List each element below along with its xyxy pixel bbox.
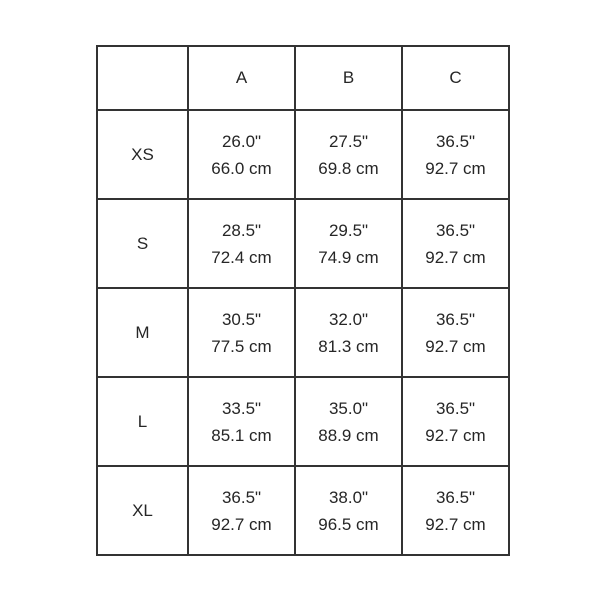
measurement-cell xyxy=(188,110,295,199)
measurement-cm: 92.7 cm xyxy=(211,514,272,534)
size-chart-container xyxy=(96,45,510,556)
size-row-xl xyxy=(97,466,509,555)
corner-cell xyxy=(97,46,188,110)
column-header-c: C xyxy=(402,46,509,110)
measurement-inches: 36.5" xyxy=(435,131,476,151)
measurement-inches: 26.0" xyxy=(221,131,262,151)
measurement-cell xyxy=(295,199,402,288)
measurement-inches: 36.5" xyxy=(221,487,262,507)
measurement-inches: 35.0" xyxy=(328,398,369,418)
row-label-xs: XS xyxy=(97,110,188,199)
measurement-inches: 27.5" xyxy=(328,131,369,151)
header-row xyxy=(97,46,509,110)
measurement-cell xyxy=(188,466,295,555)
measurement-inches: 28.5" xyxy=(221,220,262,240)
measurement-cm: 81.3 cm xyxy=(318,336,379,356)
measurement-cell xyxy=(295,288,402,377)
row-label-s: S xyxy=(97,199,188,288)
measurement-inches: 36.5" xyxy=(435,220,476,240)
measurement-cm: 92.7 cm xyxy=(425,425,486,445)
measurement-inches: 36.5" xyxy=(435,487,476,507)
measurement-cm: 88.9 cm xyxy=(318,425,379,445)
measurement-cm: 92.7 cm xyxy=(425,158,486,178)
measurement-cell xyxy=(402,110,509,199)
measurement-inches: 32.0" xyxy=(328,309,369,329)
measurement-inches: 36.5" xyxy=(435,398,476,418)
measurement-cell xyxy=(188,288,295,377)
measurement-inches: 29.5" xyxy=(328,220,369,240)
measurement-cell xyxy=(295,466,402,555)
measurement-inches: 38.0" xyxy=(328,487,369,507)
size-chart-table xyxy=(96,45,510,556)
measurement-inches: 33.5" xyxy=(221,398,262,418)
measurement-cm: 92.7 cm xyxy=(425,247,486,267)
measurement-cell xyxy=(402,199,509,288)
measurement-cm: 92.7 cm xyxy=(425,336,486,356)
column-header-b: B xyxy=(295,46,402,110)
measurement-cm: 96.5 cm xyxy=(318,514,379,534)
row-label-xl: XL xyxy=(97,466,188,555)
measurement-cm: 72.4 cm xyxy=(211,247,272,267)
size-row-m xyxy=(97,288,509,377)
measurement-cm: 66.0 cm xyxy=(211,158,272,178)
column-header-a: A xyxy=(188,46,295,110)
measurement-cm: 85.1 cm xyxy=(211,425,272,445)
measurement-cell xyxy=(402,377,509,466)
measurement-cell xyxy=(188,377,295,466)
measurement-cm: 74.9 cm xyxy=(318,247,379,267)
measurement-inches: 36.5" xyxy=(435,309,476,329)
measurement-inches: 30.5" xyxy=(221,309,262,329)
size-row-s xyxy=(97,199,509,288)
measurement-cell xyxy=(402,288,509,377)
row-label-l: L xyxy=(97,377,188,466)
size-row-l xyxy=(97,377,509,466)
size-row-xs xyxy=(97,110,509,199)
measurement-cell xyxy=(295,377,402,466)
row-label-m: M xyxy=(97,288,188,377)
measurement-cell xyxy=(402,466,509,555)
measurement-cm: 69.8 cm xyxy=(318,158,379,178)
measurement-cm: 92.7 cm xyxy=(425,514,486,534)
measurement-cell xyxy=(295,110,402,199)
measurement-cell xyxy=(188,199,295,288)
measurement-cm: 77.5 cm xyxy=(211,336,272,356)
